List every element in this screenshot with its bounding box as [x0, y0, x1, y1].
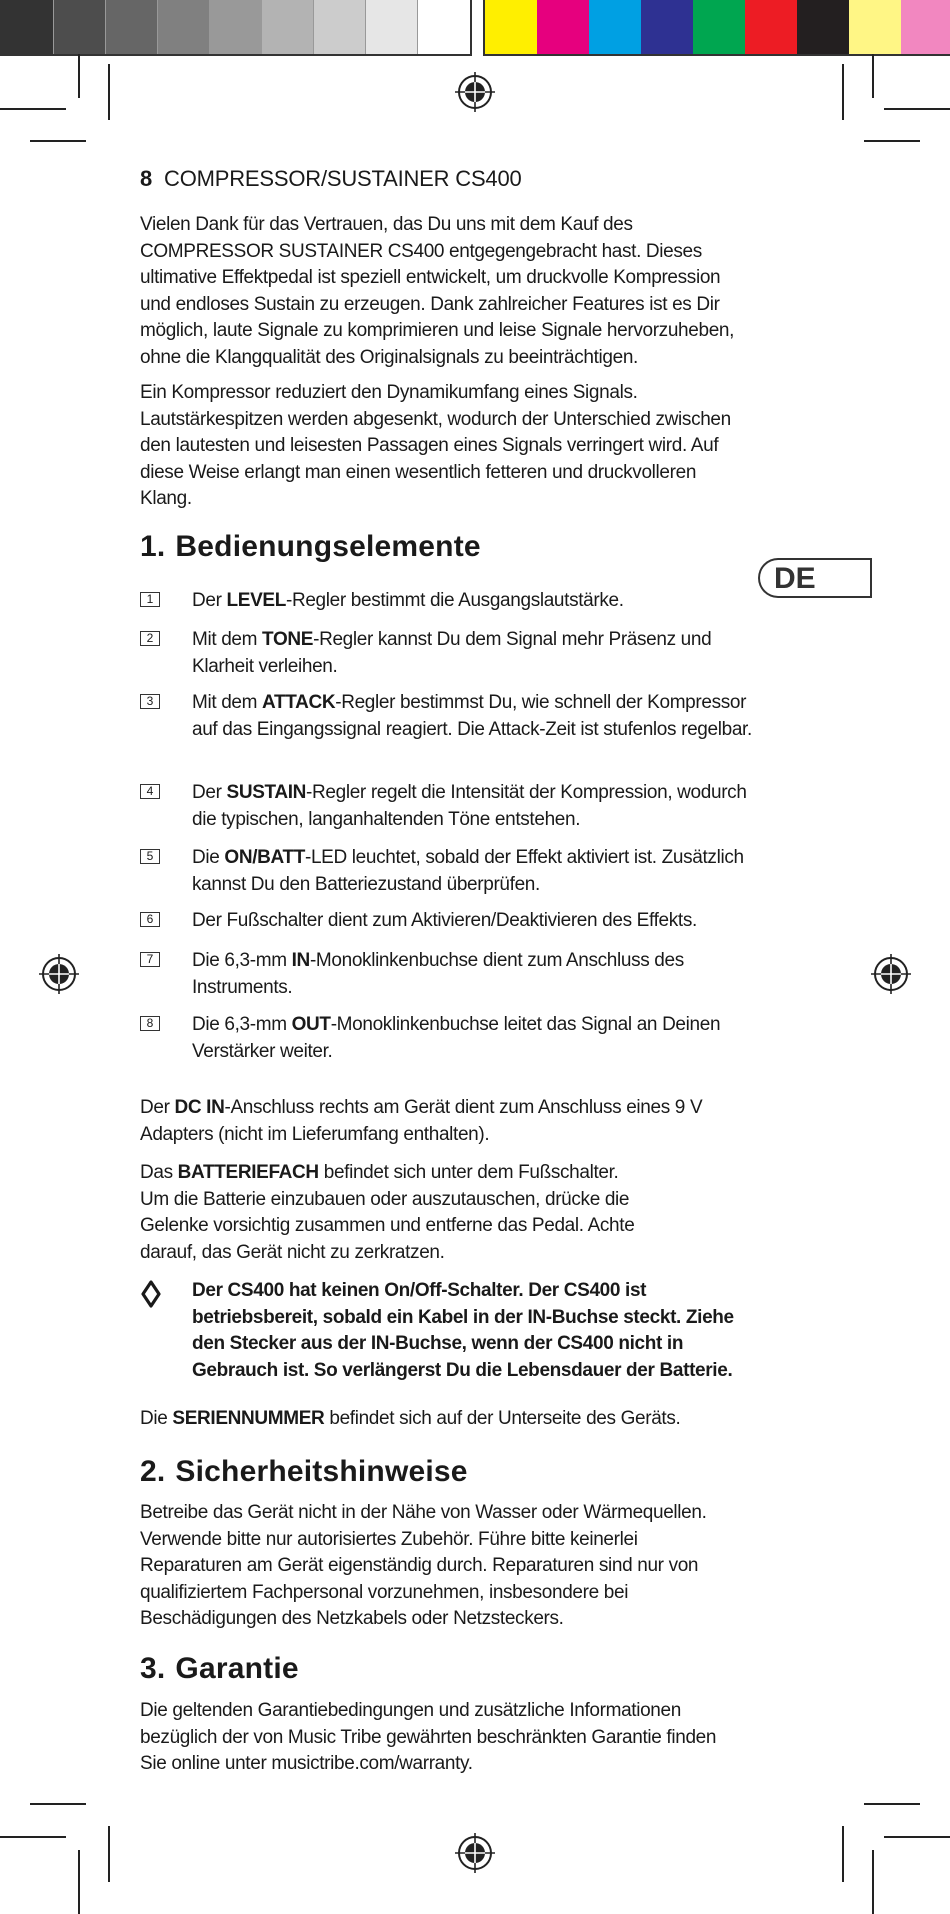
item-number-badge: 8 — [140, 1016, 160, 1031]
registration-mark-top-icon — [455, 72, 495, 112]
section-1-title: Bedienungselemente — [175, 530, 481, 563]
color-swatch — [745, 0, 797, 54]
item-description: Der LEVEL-Regler bestimmt die Ausgangslautstärke. — [192, 590, 624, 611]
gray-swatch — [2, 0, 54, 54]
safety-paragraph: Betreibe das Gerät nicht in der Nähe von Wasser oder Wärmequellen. Verwende bitte nur autorisiertes Zubehör. Führe bitte keinerlei Reparaturen am Gerät eigenständig durch. Reparaturen sind nur von qualifiziertem Fachpersonal vorzunehmen, insbesondere bei Beschädigungen des Netzkabels oder Netzsteckers. — [140, 1502, 707, 1629]
gray-swatch — [314, 0, 366, 54]
gray-swatch — [210, 0, 262, 54]
document-title: COMPRESSOR/SUSTAINER CS400 — [164, 166, 522, 191]
item-description: Mit dem ATTACK-Regler bestimmst Du, wie schnell der Kompressor auf das Eingangssignal reagiert. Die Attack-Zeit ist stufenlos regelbar. — [192, 692, 752, 740]
item-description: Die 6,3-mm OUT-Monoklinkenbuchse leitet das Signal an Deinen Verstärker weiter. — [192, 1014, 721, 1062]
item-number-badge: 7 — [140, 952, 160, 967]
color-swatch — [485, 0, 537, 54]
language-tab-label: DE — [774, 562, 816, 595]
item-description: Mit dem TONE-Regler kannst Du dem Signal mehr Präsenz und Klarheit verleihen. — [192, 629, 712, 677]
item-number-badge: 3 — [140, 694, 160, 709]
color-swatch — [797, 0, 849, 54]
item-number-badge: 4 — [140, 784, 160, 799]
process-color-bar — [483, 0, 950, 56]
section-3-number: 3. — [140, 1652, 166, 1685]
warning-diamond-icon — [140, 1280, 162, 1308]
battery-paragraph: Das BATTERIEFACH befindet sich unter dem Fußschalter. Um die Batterie einzubauen oder auszutauschen, drücke die Gelenke vorsichtig zusammen und entferne das Pedal. Achte darauf, das Gerät nicht zu zerkratzen. — [140, 1162, 635, 1263]
section-2-title: Sicherheitshinweise — [175, 1455, 468, 1488]
gray-swatch — [158, 0, 210, 54]
color-swatch — [693, 0, 745, 54]
item-number-badge: 2 — [140, 631, 160, 646]
registration-mark-left-icon — [39, 954, 79, 994]
warning-text: Der CS400 hat keinen On/Off-Schalter. Der CS400 ist betriebsbereit, sobald ein Kabel in der IN-Buchse steckt. Ziehe den Stecker aus der IN-Buchse, wenn der CS400 nicht in Gebrauch ist. So verlängerst Du die Lebensdauer der Batterie. — [192, 1280, 734, 1381]
dc-in-paragraph: Der DC IN-Anschluss rechts am Gerät dient zum Anschluss eines 9 V Adapters (nicht im Lieferumfang enthalten). — [140, 1097, 703, 1145]
item-number-badge: 5 — [140, 849, 160, 864]
item-number-badge: 6 — [140, 912, 160, 927]
color-swatch — [901, 0, 950, 54]
item-description: Der SUSTAIN-Regler regelt die Intensität der Kompression, wodurch die typischen, langanhaltenden Töne entstehen. — [192, 782, 747, 830]
gray-swatch — [418, 0, 470, 54]
section-3-heading — [140, 1652, 299, 1686]
item-description: Der Fußschalter dient zum Aktivieren/Deaktivieren des Effekts. — [192, 910, 697, 931]
section-1-number: 1. — [140, 530, 166, 563]
gray-swatch — [106, 0, 158, 54]
registration-mark-right-icon — [871, 954, 911, 994]
grayscale-color-bar — [0, 0, 472, 56]
gray-swatch — [366, 0, 418, 54]
section-2-number: 2. — [140, 1455, 166, 1488]
color-swatch — [589, 0, 641, 54]
color-swatch — [537, 0, 589, 54]
section-2-heading — [140, 1455, 468, 1489]
serial-number-paragraph: Die SERIENNUMMER befindet sich auf der Unterseite des Geräts. — [140, 1408, 681, 1429]
item-description: Die ON/BATT-LED leuchtet, sobald der Effekt aktiviert ist. Zusätzlich kannst Du den Batteriezustand überprüfen. — [192, 847, 744, 895]
color-swatch — [849, 0, 901, 54]
intro-paragraph-2: Ein Kompressor reduziert den Dynamikumfang eines Signals. Lautstärkespitzen werden abgesenkt, wodurch der Unterschied zwischen den lautesten und leisesten Passagen eines Signals verringert wird. Auf diese Weise erlangt man einen wesentlich fetteren und druckvolleren Klang. — [140, 382, 731, 509]
color-swatch — [641, 0, 693, 54]
warranty-paragraph: Die geltenden Garantiebedingungen und zusätzliche Informationen bezüglich der von Music Tribe gewährten beschränkten Garantie finden Sie online unter musictribe.com/warranty. — [140, 1700, 717, 1774]
language-tab — [758, 558, 872, 598]
page-header — [140, 166, 522, 192]
item-description: Die 6,3-mm IN-Monoklinkenbuchse dient zum Anschluss des Instruments. — [192, 950, 684, 998]
gray-swatch — [54, 0, 106, 54]
gray-swatch — [262, 0, 314, 54]
registration-mark-bottom-icon — [455, 1833, 495, 1873]
intro-paragraph-1: Vielen Dank für das Vertrauen, das Du uns mit dem Kauf des COMPRESSOR SUSTAINER CS400 entgegengebracht hast. Dieses ultimative Effektpedal ist speziell entwickelt, um druckvolle Kompression und endloses Sustain zu erzeugen. Dank zahlreicher Features ist es Dir möglich, laute Signale zu komprimieren und leise Signale hervorzuheben, ohne die Klangqualität des Originalsignals zu beeinträchtigen. — [140, 214, 735, 368]
section-3-title: Garantie — [175, 1652, 299, 1685]
item-number-badge: 1 — [140, 592, 160, 607]
section-1-heading — [140, 530, 481, 564]
page-number: 8 — [140, 166, 153, 191]
